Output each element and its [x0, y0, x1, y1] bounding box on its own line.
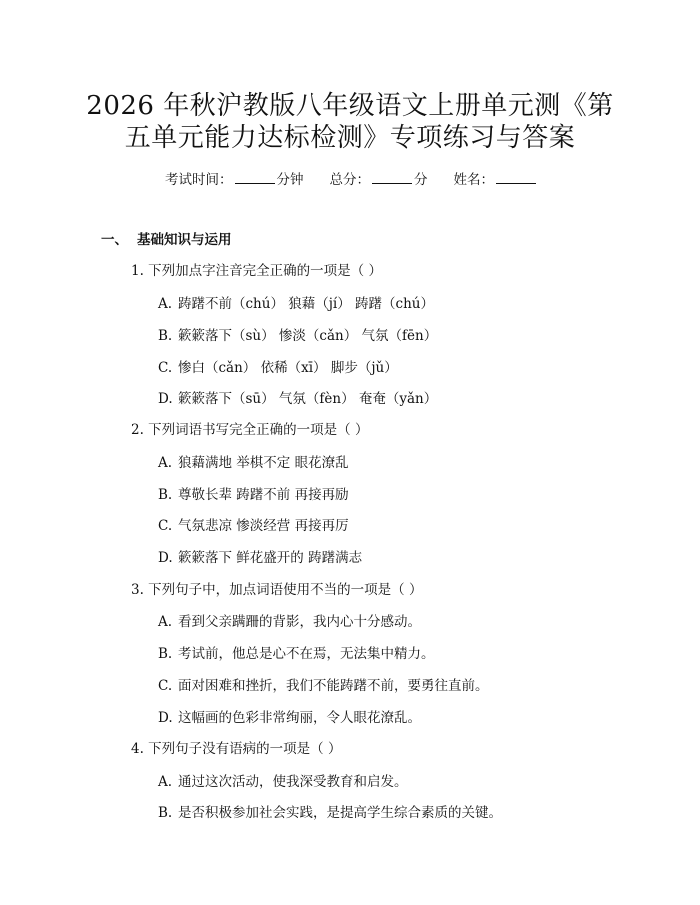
option-letter: C.: [158, 360, 173, 376]
option-item: [158, 516, 349, 536]
option-letter: B.: [158, 646, 173, 662]
option-text: 考试前，他总是心不在焉，无法集中精力。: [178, 646, 435, 662]
question-stem: 4. 下列句子没有语病的一项是（ ）: [131, 741, 342, 757]
option-text: 看到父亲蹒跚的背影，我内心十分感动。: [178, 614, 421, 630]
option-letter: B.: [158, 805, 173, 821]
option-item: [158, 803, 502, 823]
option-text: 簌簌落下 鲜花盛开的 踌躇满志: [178, 550, 363, 566]
option-letter: A.: [158, 296, 173, 312]
question-stem: 1. 下列加点字注音完全正确的一项是（ ）: [131, 263, 382, 279]
option-text: 通过这次活动，使我深受教育和启发。: [178, 774, 408, 790]
option-letter: D.: [158, 710, 173, 726]
name-label: 姓名：: [453, 172, 494, 188]
option-text: 气氛悲凉 惨淡经营 再接再厉: [178, 518, 349, 534]
option-letter: C.: [158, 518, 173, 534]
option-item: [158, 485, 349, 505]
question-stem: 3. 下列句子中，加点词语使用不当的一项是（ ）: [131, 582, 423, 598]
option-item: [158, 612, 421, 632]
option-letter: D.: [158, 550, 173, 566]
name-blank: [496, 169, 536, 184]
option-letter: B.: [158, 487, 173, 503]
option-item: [158, 326, 437, 346]
option-item: [158, 644, 435, 664]
option-item: [158, 676, 489, 696]
option-text: 尊敬长辈 踌躇不前 再接再励: [178, 487, 349, 503]
option-letter: D.: [158, 391, 173, 407]
option-text: 狼藉满地 举棋不定 眼花潦乱: [178, 455, 349, 471]
option-letter: A.: [158, 614, 173, 630]
option-letter: C.: [158, 678, 173, 694]
question-stem: 2. 下列词语书写完全正确的一项是（ ）: [131, 422, 369, 438]
option-text: 这幅画的色彩非常绚丽，令人眼花潦乱。: [178, 710, 421, 726]
score-blank: [372, 169, 412, 184]
section-title: 基础知识与运用: [137, 232, 232, 248]
option-item: [158, 548, 362, 568]
option-letter: A.: [158, 774, 173, 790]
exam-info-line: [165, 169, 538, 190]
option-letter: B.: [158, 328, 173, 344]
option-text: 惨白（cǎn） 依稀（xī） 脚步（jǔ）: [178, 360, 398, 376]
page-title-line-2: 五单元能力达标检测》专项练习与答案: [124, 123, 576, 153]
time-unit: 分钟: [276, 172, 304, 188]
option-text: 簌簌落下（sū） 气氛（fèn） 奄奄（yǎn）: [178, 391, 438, 407]
option-text: 踌躇不前（chú） 狼藉（jí） 踌躇（chú）: [178, 296, 434, 312]
option-text: 簌簌落下（sù） 惨淡（cǎn） 气氛（fēn）: [178, 328, 438, 344]
time-label: 考试时间：: [165, 172, 233, 188]
score-label: 总分：: [329, 172, 370, 188]
option-item: [158, 453, 349, 473]
option-text: 是否积极参加社会实践，是提高学生综合素质的关键。: [178, 805, 502, 821]
section-heading: [101, 230, 232, 250]
option-item: [158, 358, 398, 378]
option-text: 面对困难和挫折，我们不能踌躇不前，要勇往直前。: [178, 678, 489, 694]
time-blank: [235, 169, 275, 184]
option-item: [158, 389, 437, 409]
option-letter: A.: [158, 455, 173, 471]
option-item: [158, 294, 434, 314]
section-number: 一、: [101, 232, 128, 248]
score-unit: 分: [414, 172, 428, 188]
option-item: [158, 772, 408, 792]
page-title-line-1: 2026 年秋沪教版八年级语文上册单元测《第: [86, 91, 614, 121]
option-item: [158, 708, 421, 728]
